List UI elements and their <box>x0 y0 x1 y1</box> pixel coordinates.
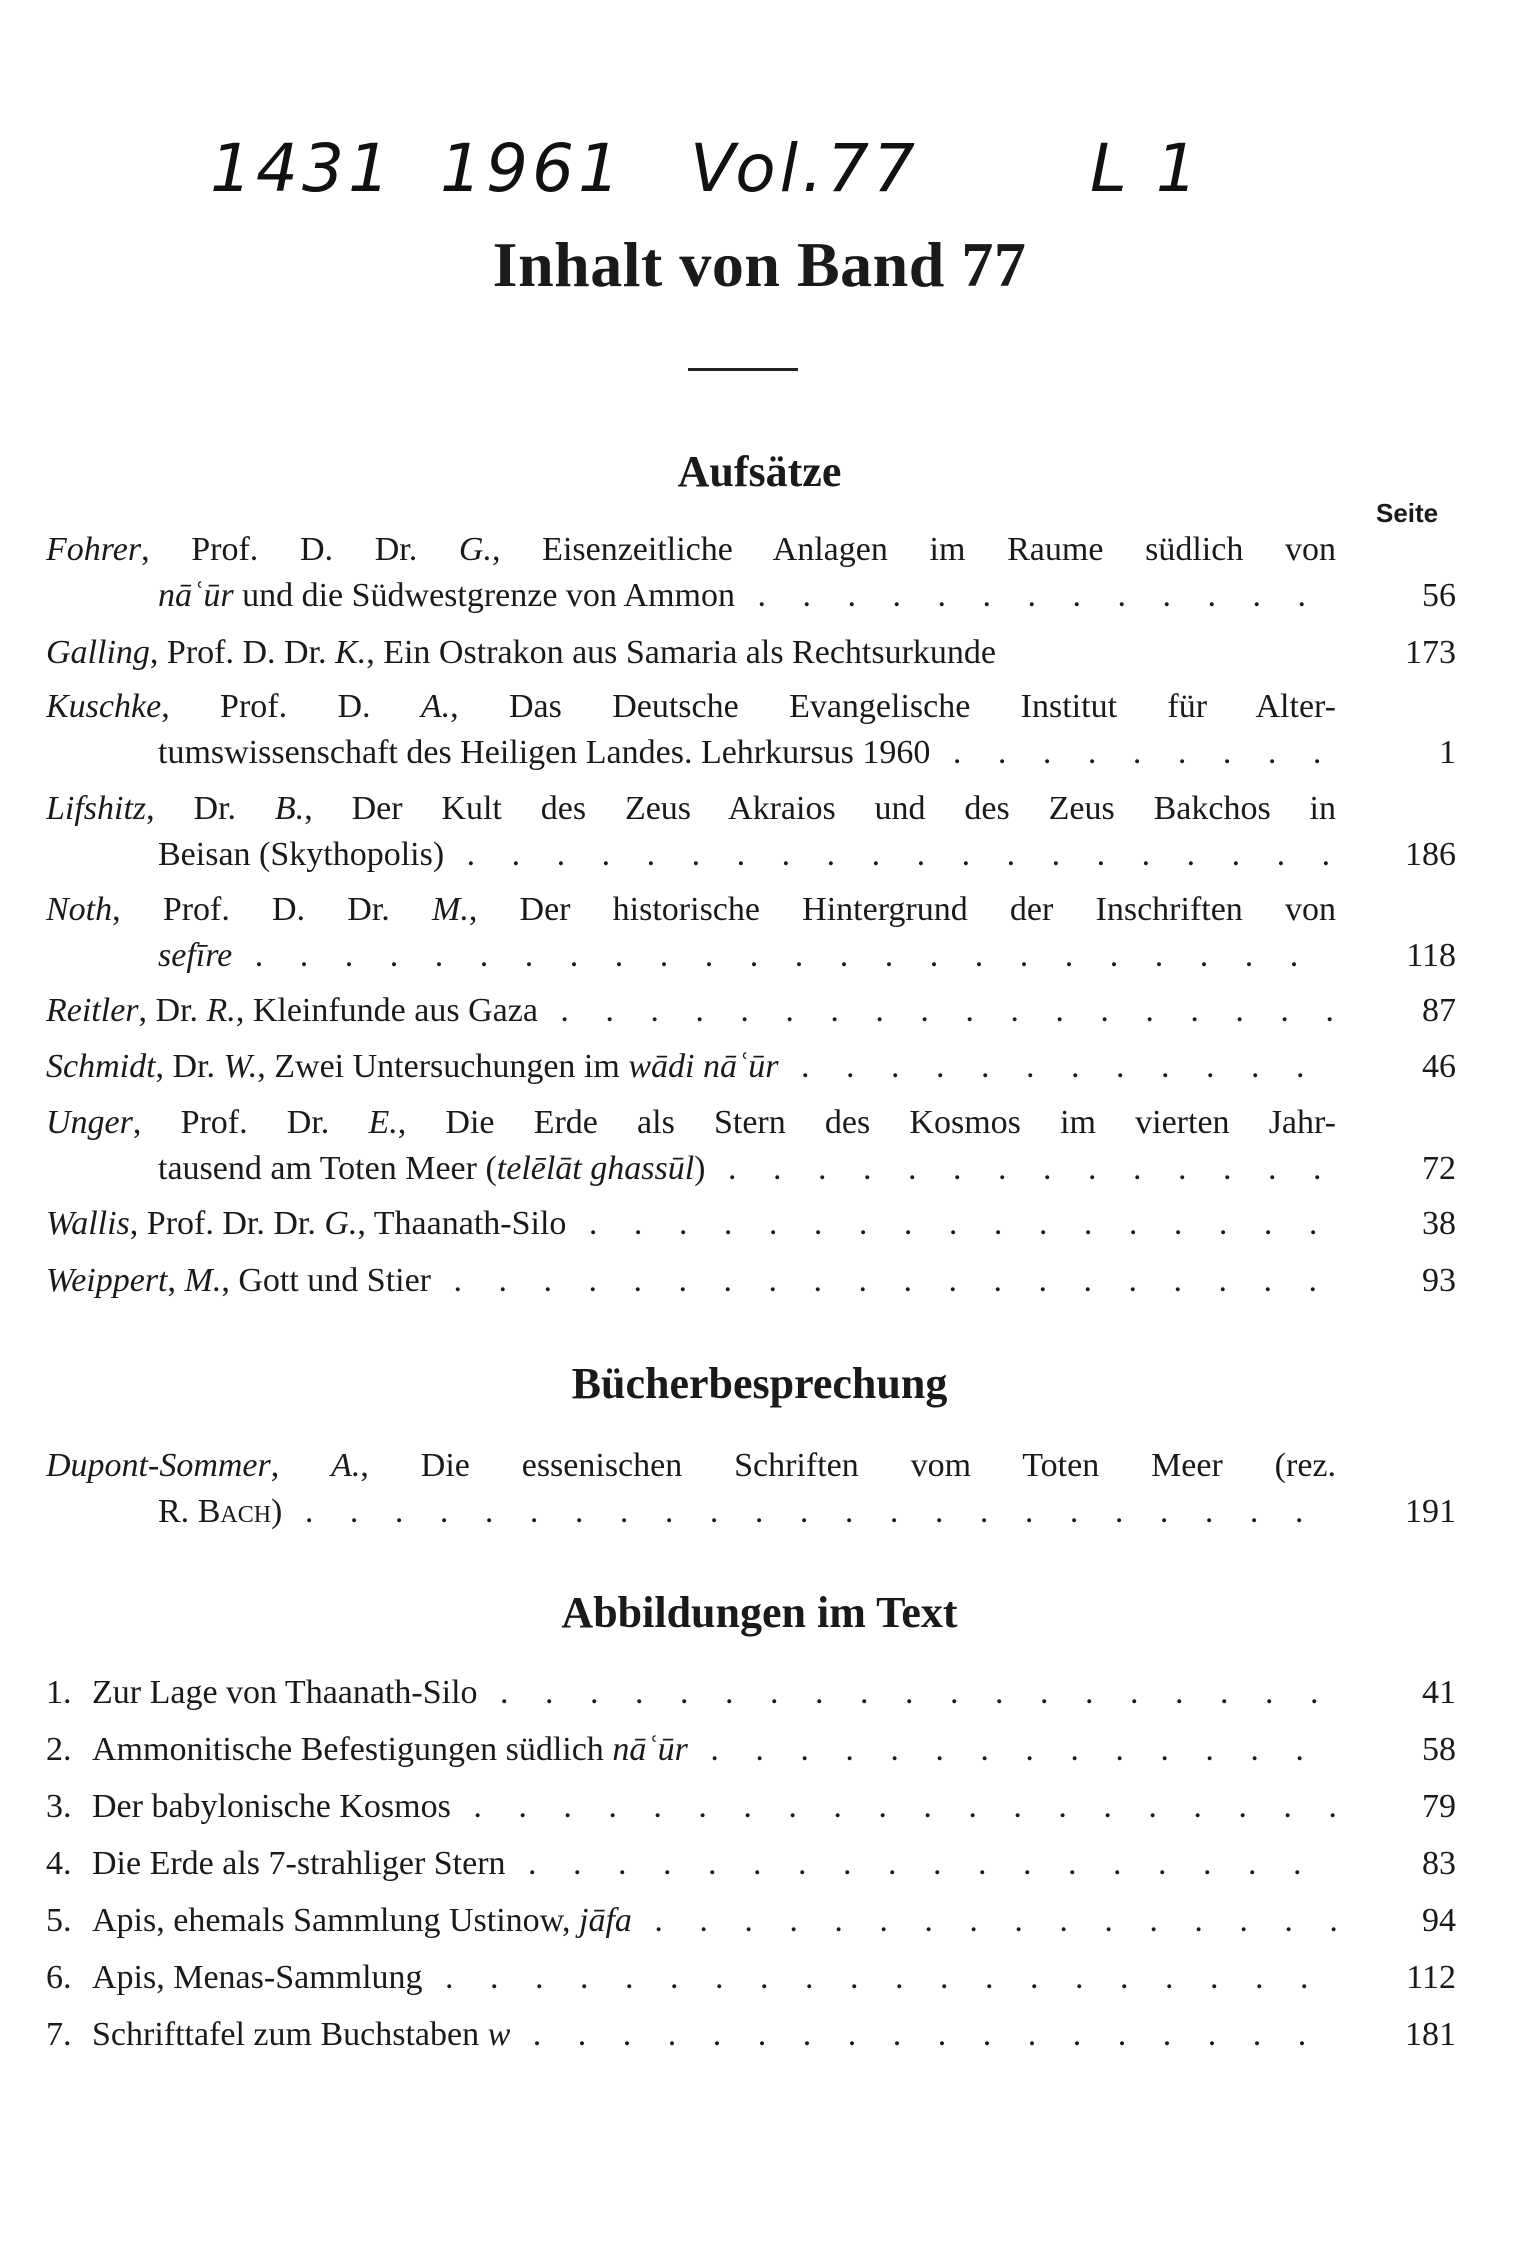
author-name: Unger <box>46 1104 133 1141</box>
page-title: Inhalt von Band 77 <box>492 229 1027 300</box>
page-number: 93 <box>1422 1262 1456 1299</box>
author-name: Schmidt <box>46 1048 156 1085</box>
page-number: 1 <box>1439 734 1456 771</box>
reviewer-name: Bach <box>197 1493 272 1530</box>
leader-dots <box>510 2016 1336 2053</box>
leader-dots <box>566 1205 1336 1242</box>
section-title-abbildungen: Abbildungen im Text <box>561 1588 958 1637</box>
author-name: Lifshitz <box>46 790 147 827</box>
leader-dots <box>423 1959 1336 1996</box>
leader-dots <box>506 1845 1336 1882</box>
author-name: Fohrer <box>46 531 142 568</box>
page-number: 94 <box>1422 1902 1456 1939</box>
leader-dots <box>431 1262 1336 1299</box>
leader-dots <box>930 734 1336 771</box>
title-divider <box>688 368 798 371</box>
leader-dots <box>632 1902 1336 1939</box>
page-number: 118 <box>1406 937 1456 974</box>
leader-dots <box>779 1048 1336 1085</box>
author-name: Wallis <box>46 1205 130 1242</box>
handwritten-code: L 1 <box>1090 130 1202 207</box>
page-number: 173 <box>1405 634 1456 671</box>
author-name: Reitler <box>46 992 139 1029</box>
page-number: 191 <box>1405 1493 1456 1530</box>
page-number: 181 <box>1405 2016 1456 2053</box>
handwritten-year: 1961 <box>440 130 624 207</box>
leader-dots <box>451 1788 1336 1825</box>
page-number: 72 <box>1422 1150 1456 1187</box>
handwritten-volume: Vol.77 <box>690 130 919 207</box>
section-title-aufsaetze: Aufsätze <box>677 447 842 496</box>
leader-dots <box>232 937 1336 974</box>
page-number: 58 <box>1422 1731 1456 1768</box>
leader-dots <box>706 1150 1337 1187</box>
leader-dots <box>688 1731 1336 1768</box>
leader-dots <box>478 1674 1336 1711</box>
author-name: Dupont-Sommer <box>46 1447 271 1484</box>
handwritten-number: 1431 <box>210 130 394 207</box>
page-column-label: Seite <box>1376 498 1439 528</box>
author-name: Weippert <box>46 1262 168 1299</box>
page-number: 186 <box>1405 836 1456 873</box>
page-number: 56 <box>1422 577 1456 614</box>
author-name: Kuschke <box>46 688 162 725</box>
page-number: 38 <box>1422 1205 1456 1242</box>
page-number: 112 <box>1406 1959 1456 1996</box>
handwritten-annotation <box>0 130 1519 240</box>
section-title-buecher: Bücherbesprechung <box>571 1359 948 1408</box>
author-name: Noth <box>46 891 113 928</box>
page-number: 79 <box>1422 1788 1456 1825</box>
leader-dots <box>444 836 1336 873</box>
page-number: 41 <box>1422 1674 1456 1711</box>
page-number: 83 <box>1422 1845 1456 1882</box>
page-number: 87 <box>1422 992 1456 1029</box>
leader-dots <box>538 992 1336 1029</box>
author-name: Galling <box>46 634 150 671</box>
page-number: 46 <box>1422 1048 1456 1085</box>
leader-dots <box>282 1493 1336 1530</box>
leader-dots <box>735 577 1336 614</box>
